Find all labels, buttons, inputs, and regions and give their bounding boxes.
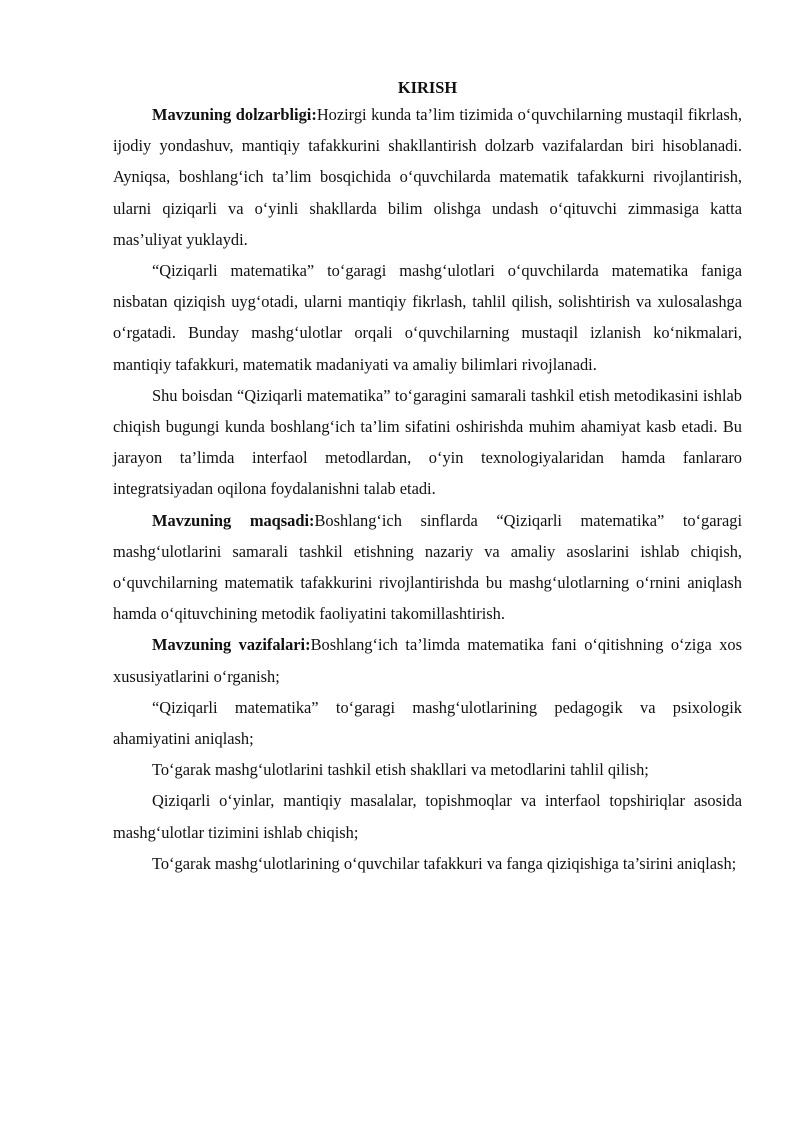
paragraph-text: To‘garak mashg‘ulotlarining o‘quvchilar tafakkuri va fanga qiziqishiga ta’sirini aniqlash; — [152, 853, 737, 873]
paragraph-text: “Qiziqarli matematika” to‘garagi mashg‘ulotlarining pedagogik va psixologik ahamiyatini aniqlash; — [113, 697, 742, 749]
paragraph-text: “Qiziqarli matematika” to‘garagi mashg‘ulotlari o‘quvchilarda matematika faniga nisbatan qiziqish uyg‘otadi, ularni mantiqiy fikrlash, tahlil qilish, solishtirish va xulosalashga o‘rgatadi. Bunday mashg‘ulotlar orqali o‘quvchilarning mustaqil izlanish ko‘nikmalari, mantiqiy tafakkuri, matematik madaniyati va amaliy bilimlari rivojlanadi. — [113, 261, 742, 374]
document-body — [113, 77, 742, 879]
task-item — [113, 848, 742, 879]
paragraph-lead: Mavzuning dolzarbligi: — [152, 105, 317, 124]
task-item — [113, 692, 742, 754]
paragraph-text: Hozirgi kunda ta’lim tizimida o‘quvchilarning mustaqil fikrlash, ijodiy yondashuv, mantiqiy tafakkurini shakllantirish dolzarb vazifalardan biri hisoblanadi. Ayniqsa, boshlang‘ich ta’lim bosqichida o‘quvchilarda matematik tafakkurni rivojlantirish, ularni qiziqarli va o‘yinli shakllarda bilim olishga undash o‘qituvchi zimmasiga katta mas’uliyat yuklaydi. — [113, 105, 742, 249]
paragraph-text: To‘garak mashg‘ulotlarini tashkil etish shakllari va metodlarini tahlil qilish; — [152, 760, 649, 780]
paragraph-lead: Mavzuning vazifalari: — [152, 635, 311, 655]
task-item — [113, 754, 742, 785]
paragraph-text: Boshlang‘ich ta’limda matematika fani o‘qitishning o‘ziga xos xususiyatlarini o‘rganish; — [113, 635, 742, 686]
paragraph-tasks — [113, 629, 742, 691]
paragraph-text: Qiziqarli o‘yinlar, mantiqiy masalalar, topishmoqlar va interfaol topshiriqlar asosida mashg‘ulotlar tizimini ishlab chiqish; — [113, 791, 742, 842]
paragraph — [113, 380, 742, 505]
page-title: KIRISH — [397, 78, 458, 97]
paragraph-text: Shu boisdan “Qiziqarli matematika” to‘garagini samarali tashkil etish metodikasini ishlab chiqish bugungi kunda boshlang‘ich ta’lim sifatini oshirishda muhim ahamiyat kasb etadi. Bu jarayon ta’limda interfaol metodlardan, o‘yin texnologiyalaridan hamda fanlararo integratsiyadan oqilona foydalanishni talab etadi. — [113, 385, 742, 499]
paragraph-lead: Mavzuning maqsadi: — [152, 510, 315, 530]
paragraph-relevance — [113, 99, 742, 255]
paragraph — [113, 255, 742, 380]
task-item — [113, 785, 742, 847]
paragraph-goal — [113, 505, 742, 630]
paragraph-text: Boshlang‘ich sinflarda “Qiziqarli matematika” to‘garagi mashg‘ulotlarini samarali tashkil etishning nazariy va amaliy asoslarini ishlab chiqish, o‘quvchilarning matematik tafakkurini rivojlantirishda bu mashg‘ulotlarning o‘rnini aniqlash hamda o‘qituvchining metodik faoliyatini takomillashtirish. — [113, 510, 742, 624]
